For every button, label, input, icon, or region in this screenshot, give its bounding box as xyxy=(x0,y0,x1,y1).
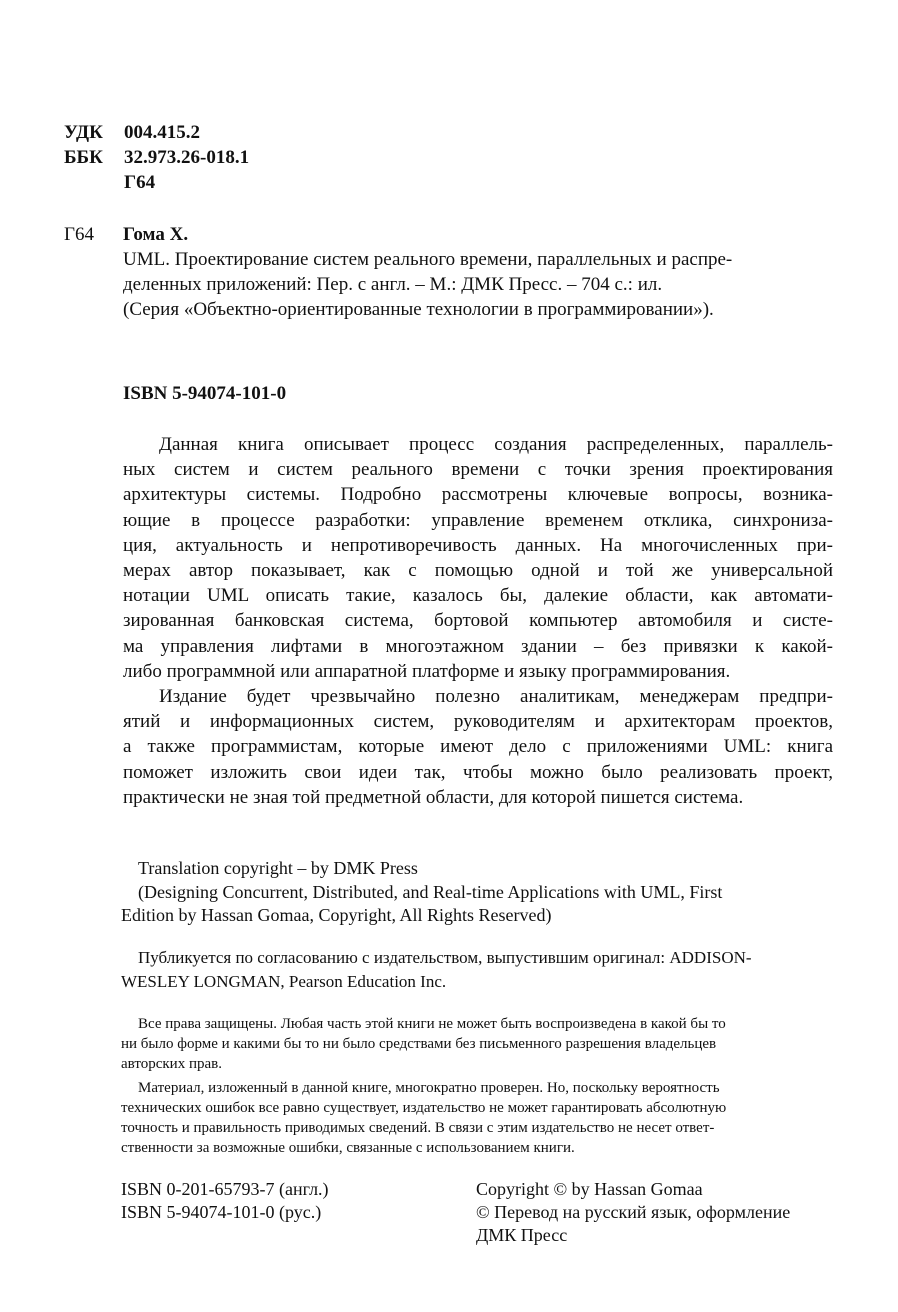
classification-block xyxy=(64,120,249,195)
annotation-line: а также программистам, которые имеют дело с приложениями UML: книга xyxy=(123,736,833,758)
annotation-line: архитектуры системы. Подробно рассмотрены ключевые вопросы, возника- xyxy=(123,484,833,506)
translation-line: (Designing Concurrent, Distributed, and Real-time Applications with UML, First xyxy=(138,881,723,902)
copyright-line: © Перевод на русский язык, оформление xyxy=(476,1202,791,1222)
publication-notice xyxy=(121,946,833,993)
biblio-line: (Серия «Объектно-ориентированные технологии в программировании»). xyxy=(123,299,714,320)
publication-line: Публикуется по согласованию с издательством, выпустившим оригинал: ADDISON- xyxy=(138,948,752,967)
annotation-line: ных систем и систем реального времени с точки зрения проектирования xyxy=(123,459,833,481)
annotation-line: Данная книга описывает процесс создания распределенных, параллель- xyxy=(159,434,833,455)
author-name: Гома Х. xyxy=(123,224,189,245)
rights-line: Все права защищены. Любая часть этой книги не может быть воспроизведена в какой бы то xyxy=(138,1016,726,1032)
biblio-mark: Г64 xyxy=(64,224,94,245)
bbk-label: ББК xyxy=(64,147,103,168)
rights-line: ни было форме и какими бы то ни было средствами без письменного разрешения владельцев xyxy=(121,1036,717,1052)
rights-line: технических ошибок все равно существует, издательство не может гарантировать абсолютную xyxy=(121,1100,727,1116)
annotation-line: нотации UML описать такие, казалось бы, далекие области, как автомати- xyxy=(123,585,833,607)
copyright-line: Copyright © by Hassan Gomaa xyxy=(476,1179,703,1199)
translation-line: Edition by Hassan Gomaa, Copyright, All Rights Reserved) xyxy=(121,905,552,925)
udk-label: УДК xyxy=(64,122,103,143)
annotation-line: зированная банковская система, бортовой компьютер автомобиля и систе- xyxy=(123,610,833,632)
isbn-english: ISBN 0-201-65793-7 (англ.) xyxy=(121,1179,329,1199)
annotation-line: мерах автор показывает, как с помощью одной и той же универсальной xyxy=(123,560,833,582)
annotation-line: поможет изложить свои идеи так, чтобы можно было реализовать проект, xyxy=(123,761,833,783)
translation-copyright xyxy=(121,857,833,928)
copyright-block xyxy=(476,1178,790,1247)
isbn-main: ISBN 5-94074-101-0 xyxy=(123,383,287,404)
isbn-list xyxy=(121,1178,329,1224)
annotation-line: ция, актуальность и непротиворечивость данных. На многочисленных при- xyxy=(123,534,833,556)
annotation-line: практически не зная той предметной области, для которой пишется система. xyxy=(123,786,744,808)
annotation-line: ющие в процессе разработки: управление временем отклика, синхрониза- xyxy=(123,509,833,531)
annotation-line: ятий и информационных систем, руководителям и архитекторам проектов, xyxy=(123,711,833,733)
annotation-line: Издание будет чрезвычайно полезно аналитикам, менеджерам предпри- xyxy=(159,686,833,708)
rights-line: ственности за возможные ошибки, связанные с использованием книги. xyxy=(121,1140,575,1156)
annotation-line: ма управления лифтами в многоэтажном здании – без привязки к какой- xyxy=(123,635,833,657)
biblio-line: деленных приложений: Пер. с англ. – М.: ДМК Пресс. – 704 с.: ил. xyxy=(123,274,663,295)
publication-line: WESLEY LONGMAN, Pearson Education Inc. xyxy=(121,971,447,991)
biblio-line: UML. Проектирование систем реального времени, параллельных и распре- xyxy=(123,249,733,270)
annotation xyxy=(123,432,833,810)
bbk-value: 32.973.26-018.1 xyxy=(124,147,250,168)
author-mark: Г64 xyxy=(124,172,156,193)
annotation-line: либо программной или аппаратной платформе и языку программирования. xyxy=(123,660,731,682)
rights-line: авторских прав. xyxy=(121,1056,222,1072)
copyright-line: ДМК Пресс xyxy=(476,1225,568,1245)
udk-value: 004.415.2 xyxy=(124,122,200,143)
translation-line: Translation copyright – by DMK Press xyxy=(138,858,418,878)
bibliographic-record xyxy=(123,222,833,322)
rights-line: Материал, изложенный в данной книге, многократно проверен. Но, поскольку вероятность xyxy=(138,1080,720,1096)
isbn-russian: ISBN 5-94074-101-0 (рус.) xyxy=(121,1202,322,1222)
rights-line: точность и правильность приводимых сведений. В связи с этим издательство не несет ответ- xyxy=(121,1120,715,1136)
rights-notice xyxy=(121,1014,833,1158)
